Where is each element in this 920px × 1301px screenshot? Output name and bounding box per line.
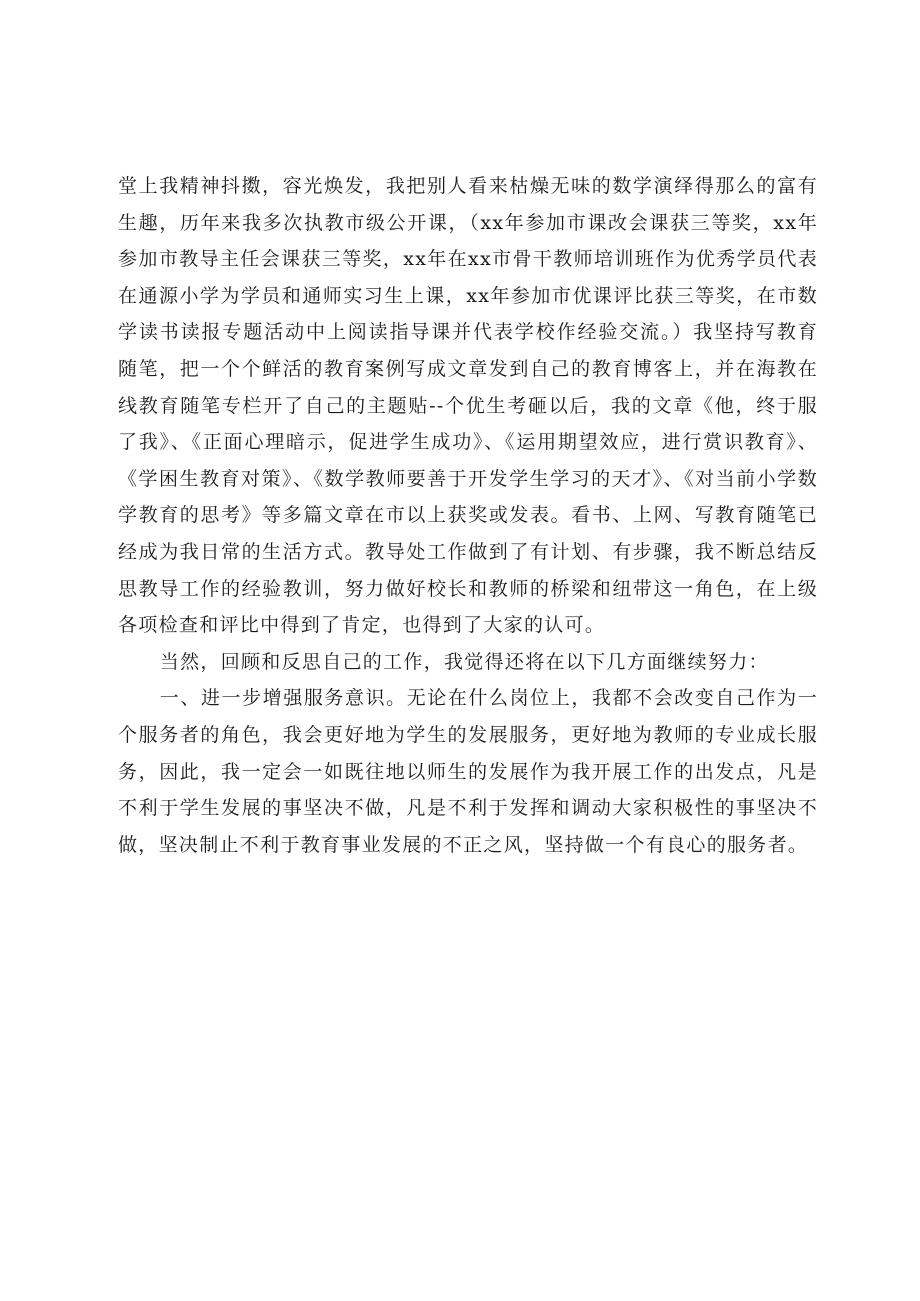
document-body (118, 168, 818, 863)
paragraph-service-awareness: 一、进一步增强服务意识。无论在什么岗位上，我都不会改变自己作为一个服务者的角色，我会更好地为学生的发展服务，更好地为教师的专业成长服务，因此，我一定会一如既往地以师生的发展作为我开展工作的出发点，凡是不利于学生发展的事坚决不做，凡是不利于发挥和调动大家积极性的事坚决不做，坚决制止不利于教育事业发展的不正之风，坚持做一个有良心的服务者。 (118, 687, 818, 856)
paragraph-continuation: 堂上我精神抖擞，容光焕发，我把别人看来枯燥无味的数学演绎得那么的富有生趣，历年来我多次执教市级公开课，（xx年参加市课改会课获三等奖，xx年参加市教导主任会课获三等奖，xx年在xx市骨干教师培训班作为优秀学员代表在通源小学为学员和通师实习生上课，xx年参加市优课评比获三等奖，在市数学读书读报专题活动中上阅读指导课并代表学校作经验交流。）我坚持写教育随笔，把一个个鲜活的教育案例写成文章发到自己的教育博客上，并在海教在线教育随笔专栏开了自己的主题贴--个优生考砸以后，我的文章《他，终于服了我》、《正面心理暗示，促进学生成功》、《运用期望效应，进行赏识教育》、《学困生教育对策》、《数学教师要善于开发学生学习的天才》、《对当前小学数学教育的思考》等多篇文章在市以上获奖或发表。看书、上网、写教育随笔已经成为我日常的生活方式。教导处工作做到了有计划、有步骤，我不断总结反思教导工作的经验教训，努力做好校长和教师的桥梁和纽带这一角色，在上级各项检查和评比中得到了肯定，也得到了大家的认可。 (118, 175, 818, 637)
paragraph-reflection-intro: 当然，回顾和反思自己的工作，我觉得还将在以下几方面继续努力： (159, 650, 769, 673)
